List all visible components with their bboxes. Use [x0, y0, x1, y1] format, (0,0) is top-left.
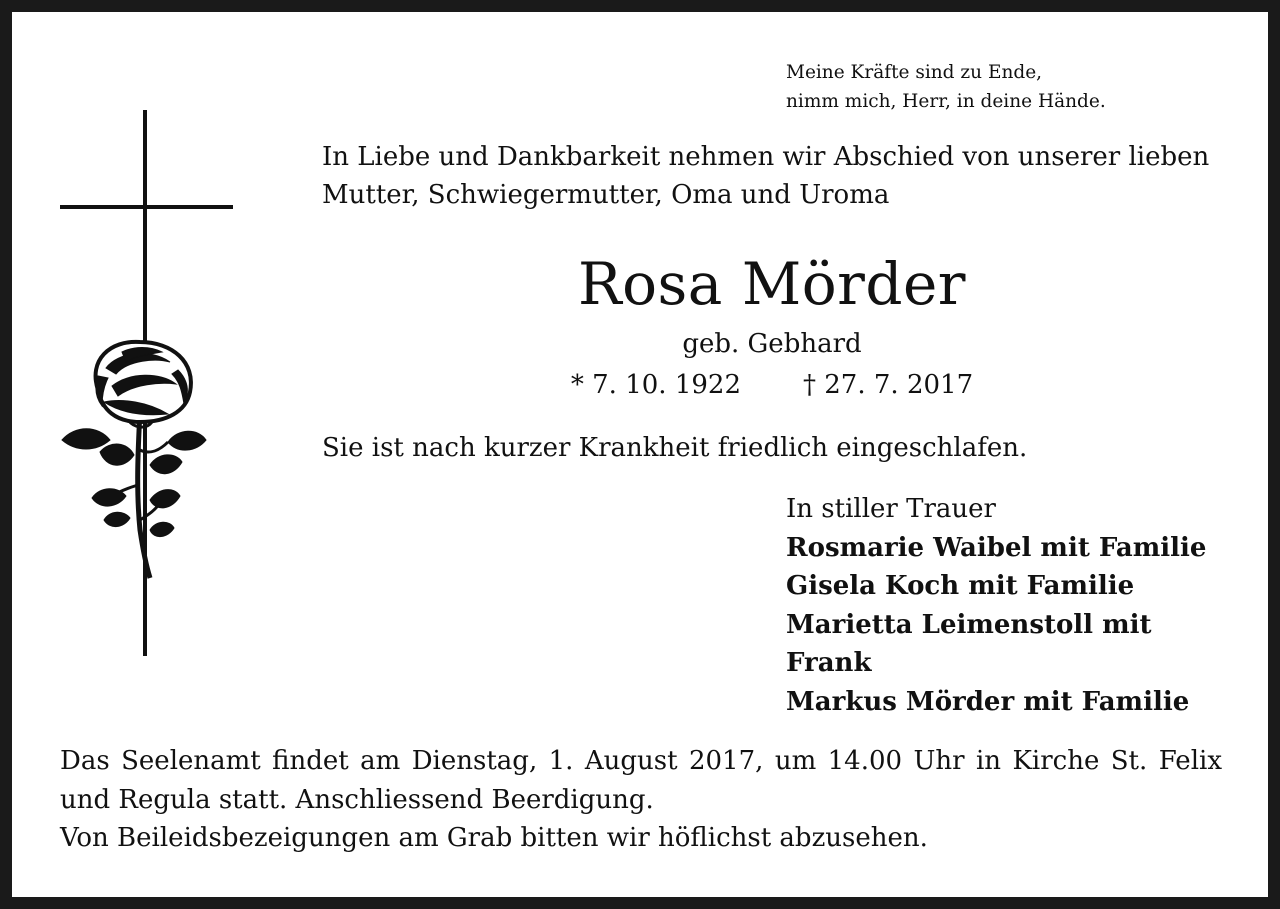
condolence-note: Von Beileidsbezeigungen am Grab bitten wir höflichst abzusehen.	[60, 823, 928, 853]
mourner-name: Markus Mörder mit Familie	[786, 686, 1190, 717]
mourner-name: Rosmarie Waibel mit Familie	[786, 532, 1207, 563]
mourners-heading: In stiller Trauer	[786, 494, 996, 524]
service-line: und Regula statt. Anschliessend Beerdigung.	[60, 784, 654, 815]
mourner-name: Marietta Leimenstoll mit	[786, 609, 1152, 640]
motto-line: nimm mich, Herr, in deine Hände.	[786, 91, 1106, 112]
mourners-block	[786, 490, 1226, 721]
intro-line: In Liebe und Dankbarkeit nehmen wir Abschied von unserer lieben	[322, 142, 1210, 172]
service-line: Das Seelenamt findet am Dienstag, 1. August 2017, um 14.00 Uhr in Kirche St. Felix	[60, 746, 1222, 776]
mourner-name: Gisela Koch mit Familie	[786, 571, 1135, 601]
mourner-name: Frank	[786, 648, 872, 678]
deceased-name: Rosa Mörder	[577, 250, 967, 318]
motto-verse	[786, 58, 1106, 116]
motto-line: Meine Kräfte sind zu Ende,	[786, 62, 1043, 83]
service-info	[60, 742, 1222, 858]
intro-text	[322, 138, 1242, 214]
death-date: † 27. 7. 2017	[803, 370, 974, 400]
passing-note: Sie ist nach kurzer Krankheit friedlich eingeschlafen.	[322, 433, 1028, 463]
intro-line: Mutter, Schwiegermutter, Oma und Uroma	[322, 180, 890, 210]
birth-name: geb. Gebhard	[682, 329, 862, 359]
birth-date: * 7. 10. 1922	[570, 370, 741, 400]
life-dates	[322, 366, 1222, 404]
rose-icon	[62, 342, 206, 578]
